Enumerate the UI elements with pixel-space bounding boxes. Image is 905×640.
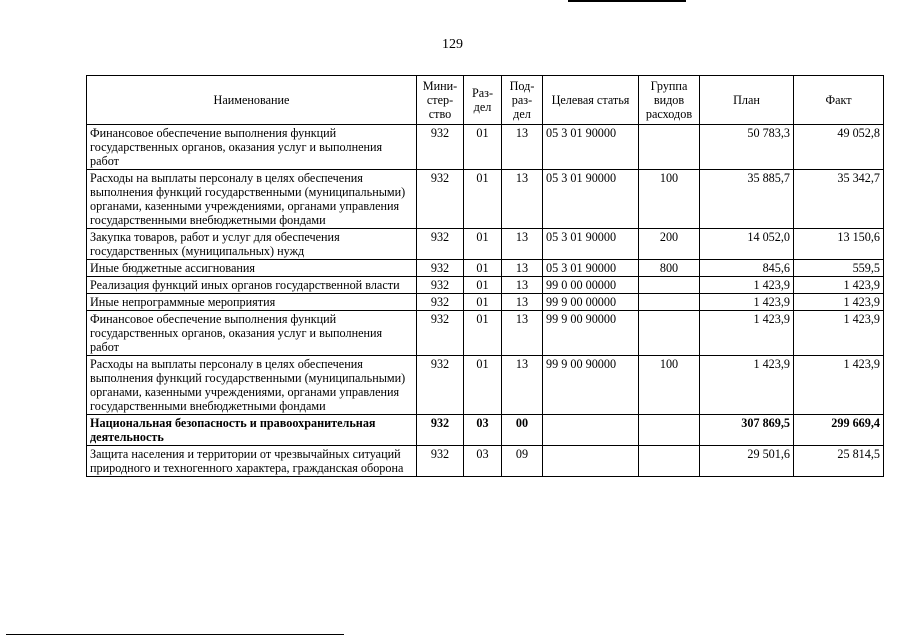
cell-ministry: 932 <box>417 170 464 229</box>
header-row <box>87 76 884 125</box>
top-rule <box>568 0 686 2</box>
cell-subsection: 13 <box>502 294 543 311</box>
cell-group <box>639 311 700 356</box>
cell-name: Закупка товаров, работ и услуг для обеспечения государственных (муниципальных) нужд <box>87 229 417 260</box>
cell-target: 05 3 01 90000 <box>543 260 639 277</box>
cell-section: 01 <box>464 311 502 356</box>
cell-fact: 13 150,6 <box>794 229 884 260</box>
cell-group: 200 <box>639 229 700 260</box>
cell-target <box>543 415 639 446</box>
table-row <box>87 311 884 356</box>
cell-name: Национальная безопасность и правоохранительная деятельность <box>87 415 417 446</box>
cell-target: 99 9 00 00000 <box>543 294 639 311</box>
cell-plan: 1 423,9 <box>700 356 794 415</box>
cell-target: 05 3 01 90000 <box>543 125 639 170</box>
cell-name: Финансовое обеспечение выполнения функций государственных органов, оказания услуг и выполнения работ <box>87 311 417 356</box>
cell-plan: 1 423,9 <box>700 294 794 311</box>
cell-fact: 559,5 <box>794 260 884 277</box>
cell-name: Финансовое обеспечение выполнения функций государственных органов, оказания услуг и выполнения работ <box>87 125 417 170</box>
cell-plan: 50 783,3 <box>700 125 794 170</box>
cell-section: 01 <box>464 170 502 229</box>
table-row <box>87 125 884 170</box>
cell-subsection: 13 <box>502 311 543 356</box>
cell-section: 01 <box>464 229 502 260</box>
header-subsection: Под-раз-дел <box>502 76 543 125</box>
cell-group: 800 <box>639 260 700 277</box>
table-row <box>87 356 884 415</box>
cell-fact: 1 423,9 <box>794 311 884 356</box>
cell-section: 01 <box>464 294 502 311</box>
cell-ministry: 932 <box>417 277 464 294</box>
cell-subsection: 09 <box>502 446 543 477</box>
cell-section: 03 <box>464 415 502 446</box>
table-body <box>87 125 884 477</box>
table-row <box>87 170 884 229</box>
table-row <box>87 277 884 294</box>
cell-fact: 1 423,9 <box>794 356 884 415</box>
cell-fact: 25 814,5 <box>794 446 884 477</box>
cell-target: 99 9 00 90000 <box>543 356 639 415</box>
cell-target: 99 9 00 90000 <box>543 311 639 356</box>
cell-subsection: 13 <box>502 125 543 170</box>
cell-plan: 1 423,9 <box>700 277 794 294</box>
table-row <box>87 415 884 446</box>
cell-subsection: 00 <box>502 415 543 446</box>
cell-plan: 845,6 <box>700 260 794 277</box>
cell-fact: 35 342,7 <box>794 170 884 229</box>
header-name: Наименование <box>87 76 417 125</box>
cell-target <box>543 446 639 477</box>
cell-section: 03 <box>464 446 502 477</box>
cell-fact: 299 669,4 <box>794 415 884 446</box>
cell-name: Иные бюджетные ассигнования <box>87 260 417 277</box>
cell-ministry: 932 <box>417 260 464 277</box>
cell-target: 05 3 01 90000 <box>543 170 639 229</box>
cell-ministry: 932 <box>417 311 464 356</box>
cell-group <box>639 125 700 170</box>
cell-section: 01 <box>464 260 502 277</box>
cell-ministry: 932 <box>417 356 464 415</box>
cell-group: 100 <box>639 356 700 415</box>
cell-section: 01 <box>464 125 502 170</box>
cell-group <box>639 294 700 311</box>
cell-name: Иные непрограммные мероприятия <box>87 294 417 311</box>
table-row <box>87 294 884 311</box>
cell-fact: 1 423,9 <box>794 294 884 311</box>
cell-plan: 1 423,9 <box>700 311 794 356</box>
cell-ministry: 932 <box>417 229 464 260</box>
cell-subsection: 13 <box>502 229 543 260</box>
table-row <box>87 446 884 477</box>
cell-name: Реализация функций иных органов государственной власти <box>87 277 417 294</box>
header-section: Раз-дел <box>464 76 502 125</box>
cell-name: Расходы на выплаты персоналу в целях обеспечения выполнения функций государственными (муниципальными) органами, казенными учреждениями, органами управления государственными внебюджетными фондами <box>87 170 417 229</box>
header-ministry: Мини-стер-ство <box>417 76 464 125</box>
cell-target: 99 0 00 00000 <box>543 277 639 294</box>
cell-plan: 307 869,5 <box>700 415 794 446</box>
cell-plan: 29 501,6 <box>700 446 794 477</box>
cell-subsection: 13 <box>502 277 543 294</box>
page-number: 129 <box>442 37 463 52</box>
cell-subsection: 13 <box>502 260 543 277</box>
cell-fact: 1 423,9 <box>794 277 884 294</box>
cell-group <box>639 446 700 477</box>
cell-group: 100 <box>639 170 700 229</box>
cell-ministry: 932 <box>417 446 464 477</box>
cell-ministry: 932 <box>417 125 464 170</box>
header-fact: Факт <box>794 76 884 125</box>
cell-group <box>639 415 700 446</box>
cell-fact: 49 052,8 <box>794 125 884 170</box>
table-row <box>87 260 884 277</box>
header-plan: План <box>700 76 794 125</box>
cell-name: Защита населения и территории от чрезвычайных ситуаций природного и техногенного характера, гражданская оборона <box>87 446 417 477</box>
budget-table <box>86 75 884 477</box>
cell-section: 01 <box>464 277 502 294</box>
bottom-rule <box>6 634 344 635</box>
cell-subsection: 13 <box>502 356 543 415</box>
cell-plan: 14 052,0 <box>700 229 794 260</box>
cell-target: 05 3 01 90000 <box>543 229 639 260</box>
table-row <box>87 229 884 260</box>
cell-ministry: 932 <box>417 294 464 311</box>
header-group: Группа видов расходов <box>639 76 700 125</box>
cell-name: Расходы на выплаты персоналу в целях обеспечения выполнения функций государственными (муниципальными) органами, казенными учреждениями, органами управления государственными внебюджетными фондами <box>87 356 417 415</box>
cell-plan: 35 885,7 <box>700 170 794 229</box>
cell-ministry: 932 <box>417 415 464 446</box>
cell-subsection: 13 <box>502 170 543 229</box>
cell-group <box>639 277 700 294</box>
cell-section: 01 <box>464 356 502 415</box>
header-target: Целевая статья <box>543 76 639 125</box>
